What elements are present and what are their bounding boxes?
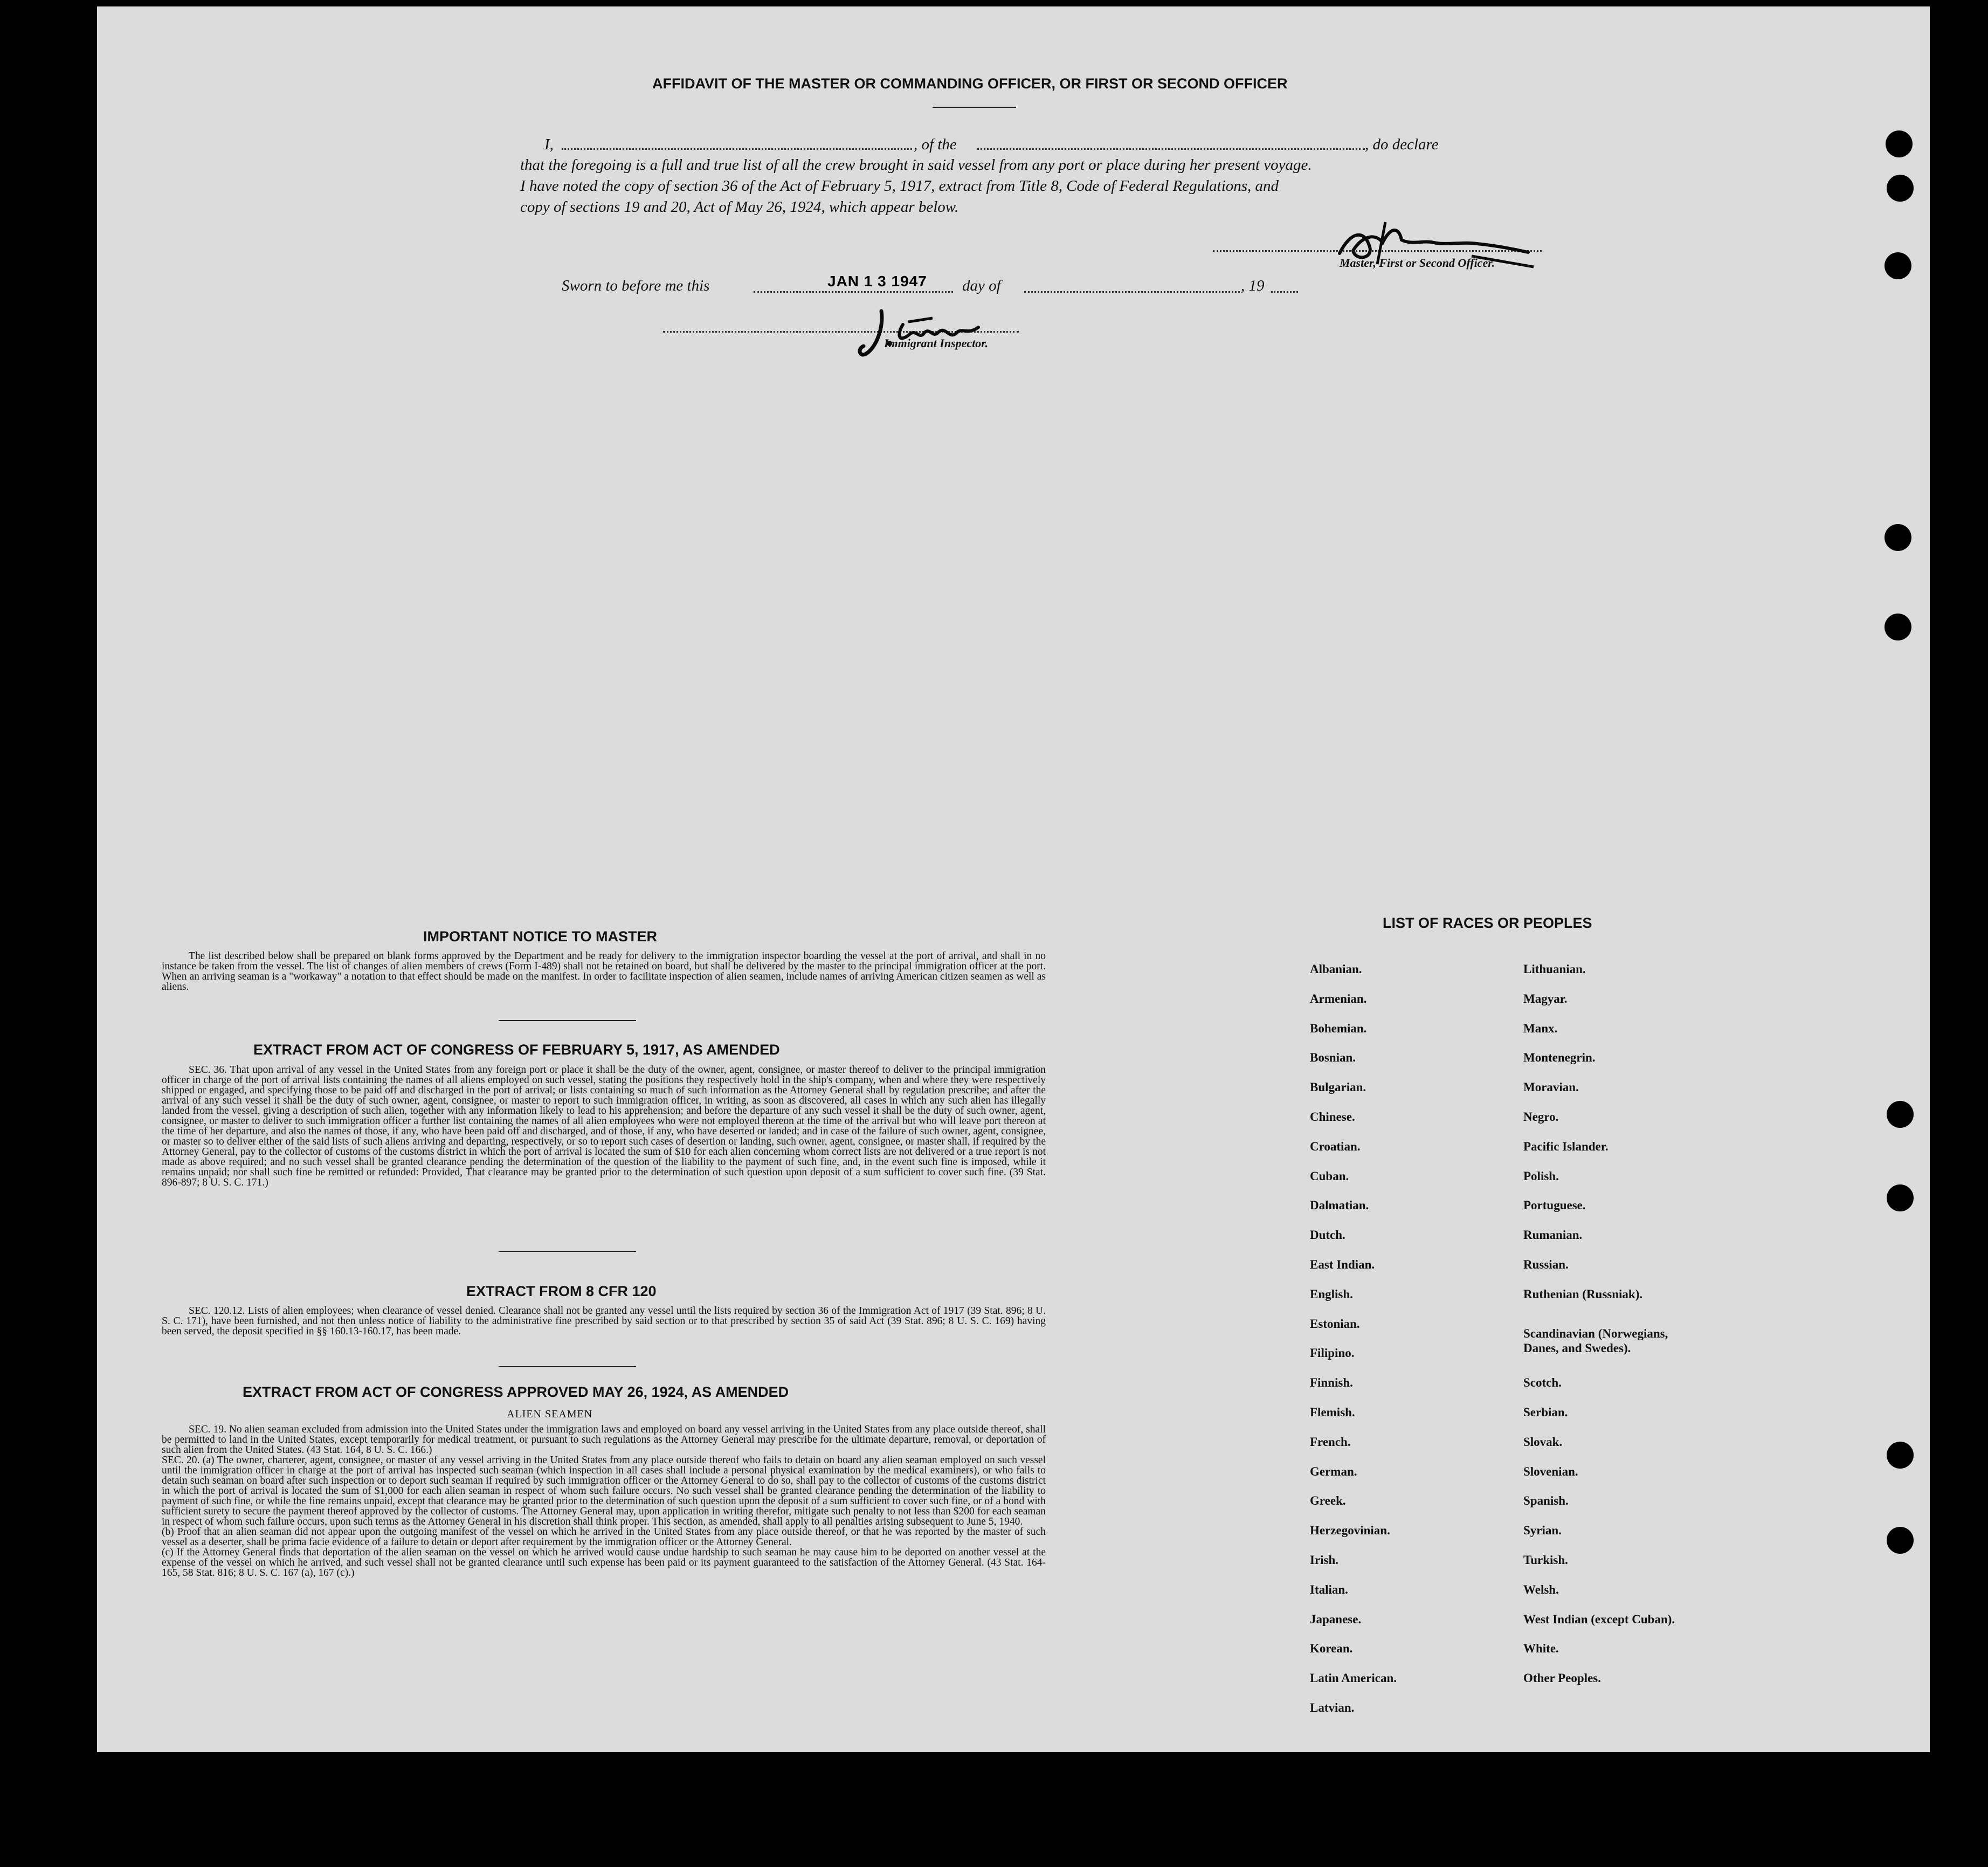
race-item: Polish.: [1523, 1169, 1559, 1183]
date-stamp: JAN 1 3 1947: [827, 273, 927, 290]
race-item: Magyar.: [1523, 991, 1568, 1005]
affidavit-line-4: copy of sections 19 and 20, Act of May 26, 1924, which appear below.: [520, 198, 959, 216]
punch-hole: [1885, 524, 1911, 551]
race-item: Croatian.: [1310, 1139, 1361, 1153]
punch-hole: [1886, 130, 1913, 157]
race-item: Spanish.: [1523, 1494, 1569, 1508]
race-item: Flemish.: [1310, 1406, 1355, 1419]
inspector-signature: [857, 303, 1019, 362]
notice-heading: IMPORTANT NOTICE TO MASTER: [423, 928, 657, 945]
race-item: Cuban.: [1310, 1169, 1349, 1183]
race-item: Rumanian.: [1523, 1228, 1583, 1242]
race-item: Russian.: [1523, 1258, 1569, 1271]
race-item: Slovak.: [1523, 1435, 1563, 1449]
race-item: Italian.: [1310, 1582, 1348, 1596]
race-item: Ruthenian (Russniak).: [1523, 1287, 1643, 1301]
affidavit-line-3: I have noted the copy of section 36 of the Act of February 5, 1917, extract from Title 8, Code of Federal Regulations, and: [520, 177, 1279, 195]
race-item: Estonian.: [1310, 1317, 1360, 1331]
extract-1917-heading: EXTRACT FROM ACT OF CONGRESS OF FEBRUARY 5, 1917, AS AMENDED: [253, 1042, 780, 1058]
race-item: Dalmatian.: [1310, 1198, 1369, 1212]
race-item: Serbian.: [1523, 1406, 1568, 1419]
sworn-day-blank[interactable]: [754, 291, 953, 293]
race-item: French.: [1310, 1435, 1351, 1449]
month-blank[interactable]: [1024, 291, 1240, 293]
divider: [933, 107, 1016, 108]
extract-cfr-heading: EXTRACT FROM 8 CFR 120: [466, 1283, 657, 1299]
race-item: Bohemian.: [1310, 1021, 1367, 1035]
race-item: Portuguese.: [1523, 1198, 1586, 1212]
affidavit-heading: AFFIDAVIT OF THE MASTER OR COMMANDING OFFICER, OR FIRST OR SECOND OFFICER: [652, 75, 1288, 92]
race-item: Armenian.: [1310, 991, 1367, 1005]
punch-hole: [1887, 1184, 1914, 1211]
name-blank[interactable]: [562, 148, 912, 150]
year-prefix: , 19: [1241, 277, 1265, 294]
extract-1924-heading: EXTRACT FROM ACT OF CONGRESS APPROVED MAY 26, 1924, AS AMENDED: [243, 1384, 789, 1400]
race-item: Dutch.: [1310, 1228, 1345, 1242]
notice-body: The list described below shall be prepared on blank forms approved by the Department and be ready for delivery to the immigration inspector boarding the vessel at the port of arrival, and shall in no instance be taken from the vessel. The list of changes of alien members of crews (Form I-489) shall not be retained on board, but shall be delivered by the master to the principal immigration officer at the port. When an arriving seaman is a "workaway" a notation to that effect should be made on the manifest. In order to facilitate inspection of alien seamen, include names of arriving American citizen seamen as well as aliens.: [162, 950, 1046, 993]
race-item: Welsh.: [1523, 1582, 1559, 1596]
race-item: Korean.: [1310, 1642, 1353, 1656]
year-blank[interactable]: [1271, 291, 1298, 293]
race-item: Other Peoples.: [1523, 1671, 1601, 1685]
race-item: Pacific Islander.: [1523, 1139, 1609, 1153]
master-label: Master, First or Second Officer.: [1340, 256, 1495, 270]
race-item: Filipino.: [1310, 1346, 1355, 1360]
vessel-blank[interactable]: [977, 148, 1365, 150]
document-page: [97, 6, 1930, 1752]
punch-hole: [1887, 1101, 1914, 1128]
divider: [499, 1366, 636, 1367]
race-item: Greek.: [1310, 1494, 1346, 1508]
inspector-label: Immigrant Inspector.: [884, 336, 989, 350]
race-item: Irish.: [1310, 1553, 1339, 1567]
race-item: Latvian.: [1310, 1701, 1355, 1714]
extract-1917-body: SEC. 36. That upon arrival of any vessel in the United States from any foreign port or place it shall be the duty of the owner, agent, consignee, or master thereof to deliver to the principal immigration officer in charge of the port of arrival lists containing the names of all aliens employed on such vessel, stating the positions they respectively hold in the ship's company, when and where they were respectively shipped or engaged, and specifying those to be paid off and discharged in the port of arrival; or lists containing so much of such information as the Attorney General shall by regulation prescribe; and after the arrival of any such vessel it shall be the duty of such owner, agent, consignee, or master to report to such immigration officer, in writing, as soon as discovered, all cases in which any such alien has illegally landed from the vessel, giving a description of such alien, together with any information likely to lead to his apprehension; and before the departure of any such vessel it shall be the duty of such owner, agent, consignee, or master to deliver to such immigration officer a further list containing the names of all alien employees who were not employed thereon at the time of the arrival but who will leave port thereon at the time of her departure, and also the names of those, if any, who have been paid off and discharged, and of those, if any, who have deserted or landed; and in case of the failure of such owner, agent, consignee, or master so to deliver either of the said lists of such aliens arriving and departing, respectively, or so to report such cases of desertion or landing, such owner, agent, consignee, or master shall, if required by the Attorney General, pay to the collector of customs of the customs district in which the port of arrival is located the sum of $10 for each alien concerning whom correct lists are not delivered or a true report is not made as above required; and no such vessel shall be granted clearance pending the determination of the question of the liability to the payment of such fine, and, in the event such fine is imposed, while it remains unpaid; nor shall such fine be remitted or refunded: Provided, That clearance may be granted prior to the determination of such question upon deposit of a sum sufficient to cover such fine. (39 Stat. 896-897; 8 U. S. C. 171.): [162, 1064, 1046, 1188]
day-of-label: day of: [962, 277, 1001, 294]
divider: [499, 1020, 636, 1021]
race-item: Finnish.: [1310, 1376, 1353, 1390]
affidavit-i: I,: [544, 136, 554, 153]
divider: [499, 1251, 636, 1252]
race-item: Bosnian.: [1310, 1051, 1356, 1065]
races-heading: LIST OF RACES OR PEOPLES: [1383, 915, 1592, 931]
punch-hole: [1885, 252, 1911, 279]
race-item: Scotch.: [1523, 1376, 1562, 1390]
race-item: West Indian (except Cuban).: [1523, 1612, 1675, 1626]
race-item: Montenegrin.: [1523, 1051, 1596, 1065]
race-item: Chinese.: [1310, 1110, 1355, 1124]
race-item: Scandinavian (Norwegians, Danes, and Swedes).: [1523, 1326, 1668, 1355]
race-item: Latin American.: [1310, 1671, 1397, 1685]
race-item: Albanian.: [1310, 962, 1362, 976]
race-item: Turkish.: [1523, 1553, 1568, 1567]
race-item: English.: [1310, 1287, 1353, 1301]
extract-1924-body: SEC. 19. No alien seaman excluded from admission into the United States under the immigration laws and employed on board any vessel arriving in the United States from any place outside thereof, shall be permitted to land in the United States, except temporarily for medical treatment, or pursuant to such regulations as the Attorney General may prescribe for the ultimate departure, removal, or deportation of such alien from the United States. (43 Stat. 164, 8 U. S. C. 166.) SEC. 20. (a) The owner, charterer, agent, consignee, or master of any vessel arriving in the United States from any place outside thereof who fails to detain on board any alien seaman employed on such vessel until the immigration officer in charge at the port of arrival has inspected such seaman (which inspection in all cases shall include a personal physical examination by the medical examiners), or who fails to detain such seaman on board after such inspection or to deport such seaman if required by such immigration officer or the Attorney General to do so, shall pay to the collector of customs of the customs district in which the port of arrival is located the sum of $1,000 for each alien seaman in respect of whom such failure occurs. No such vessel shall be granted clearance pending the determination of the liability to payment of such fine, or while the fine remains unpaid, except that clearance may be granted prior to the determination of such question upon the deposit of a sum sufficient to cover such fine, or of a bond with sufficient surety to secure the payment thereof approved by the collector of customs. The Attorney General may, upon application in writing therefor, mitigate such penalty to not less than $200 for each seaman in respect of whom such failure occurs, upon such terms as the Attorney General in his discretion shall think proper. This section, as amended, shall apply to all penalties arising subsequent to June 5, 1940. (b) Proof that an alien seaman did not appear upon the outgoing manifest of the vessel on which he arrived in the United States from any place outside thereof, or that he was reported by the master of such vessel as a deserter, shall be prima facie evidence of a failure to detain or deport after requirement by the immigration officer or the Attorney General. (c) If the Attorney General finds that deportation of the alien seaman on the vessel on which he arrived would cause undue hardship to such seaman he may cause him to be deported on another vessel at the expense of the vessel on which he arrived, and such vessel shall not be granted clearance until such expense has been paid or its payment guaranteed to the satisfaction of the Attorney General. (43 Stat. 164-165, 58 Stat. 816; 8 U. S. C. 167 (a), 167 (c).): [162, 1424, 1046, 1579]
extract-cfr-body: SEC. 120.12. Lists of alien employees; when clearance of vessel denied. Clearance shall not be granted any vessel until the lists required by section 36 of the Immigration Act of 1917 (39 Stat. 896; 8 U. S. C. 171), have been furnished, and not then unless notice of liability to the administrative fine prescribed by said section or to that prescribed by section 35 of said Act (39 Stat. 896; 8 U. S. C. 169) having been served, the deposit specified in §§ 160.13-160.17, has been made.: [162, 1305, 1046, 1337]
race-item: Bulgarian.: [1310, 1080, 1366, 1094]
affidavit-line-2: that the foregoing is a full and true list of all the crew brought in said vessel from any port or place during her present voyage.: [520, 156, 1312, 174]
race-item: Syrian.: [1523, 1524, 1562, 1538]
punch-hole: [1885, 614, 1911, 640]
race-item: German.: [1310, 1464, 1357, 1478]
race-item: White.: [1523, 1642, 1559, 1656]
punch-hole: [1887, 1527, 1914, 1554]
punch-hole: [1887, 1442, 1914, 1469]
affidavit-do-declare: , do declare: [1365, 136, 1439, 153]
race-item: Herzegovinian.: [1310, 1524, 1390, 1538]
race-item: Negro.: [1523, 1110, 1559, 1124]
affidavit-of-the: , of the: [914, 136, 957, 153]
race-item: Slovenian.: [1523, 1464, 1578, 1478]
alien-seamen-subheading: ALIEN SEAMEN: [507, 1408, 593, 1420]
race-item: Moravian.: [1523, 1080, 1579, 1094]
sworn-prefix: Sworn to before me this: [562, 277, 710, 294]
race-item: Manx.: [1523, 1021, 1558, 1035]
race-item: East Indian.: [1310, 1258, 1375, 1271]
race-item: Japanese.: [1310, 1612, 1362, 1626]
race-item: Lithuanian.: [1523, 962, 1586, 976]
punch-hole: [1887, 175, 1914, 202]
